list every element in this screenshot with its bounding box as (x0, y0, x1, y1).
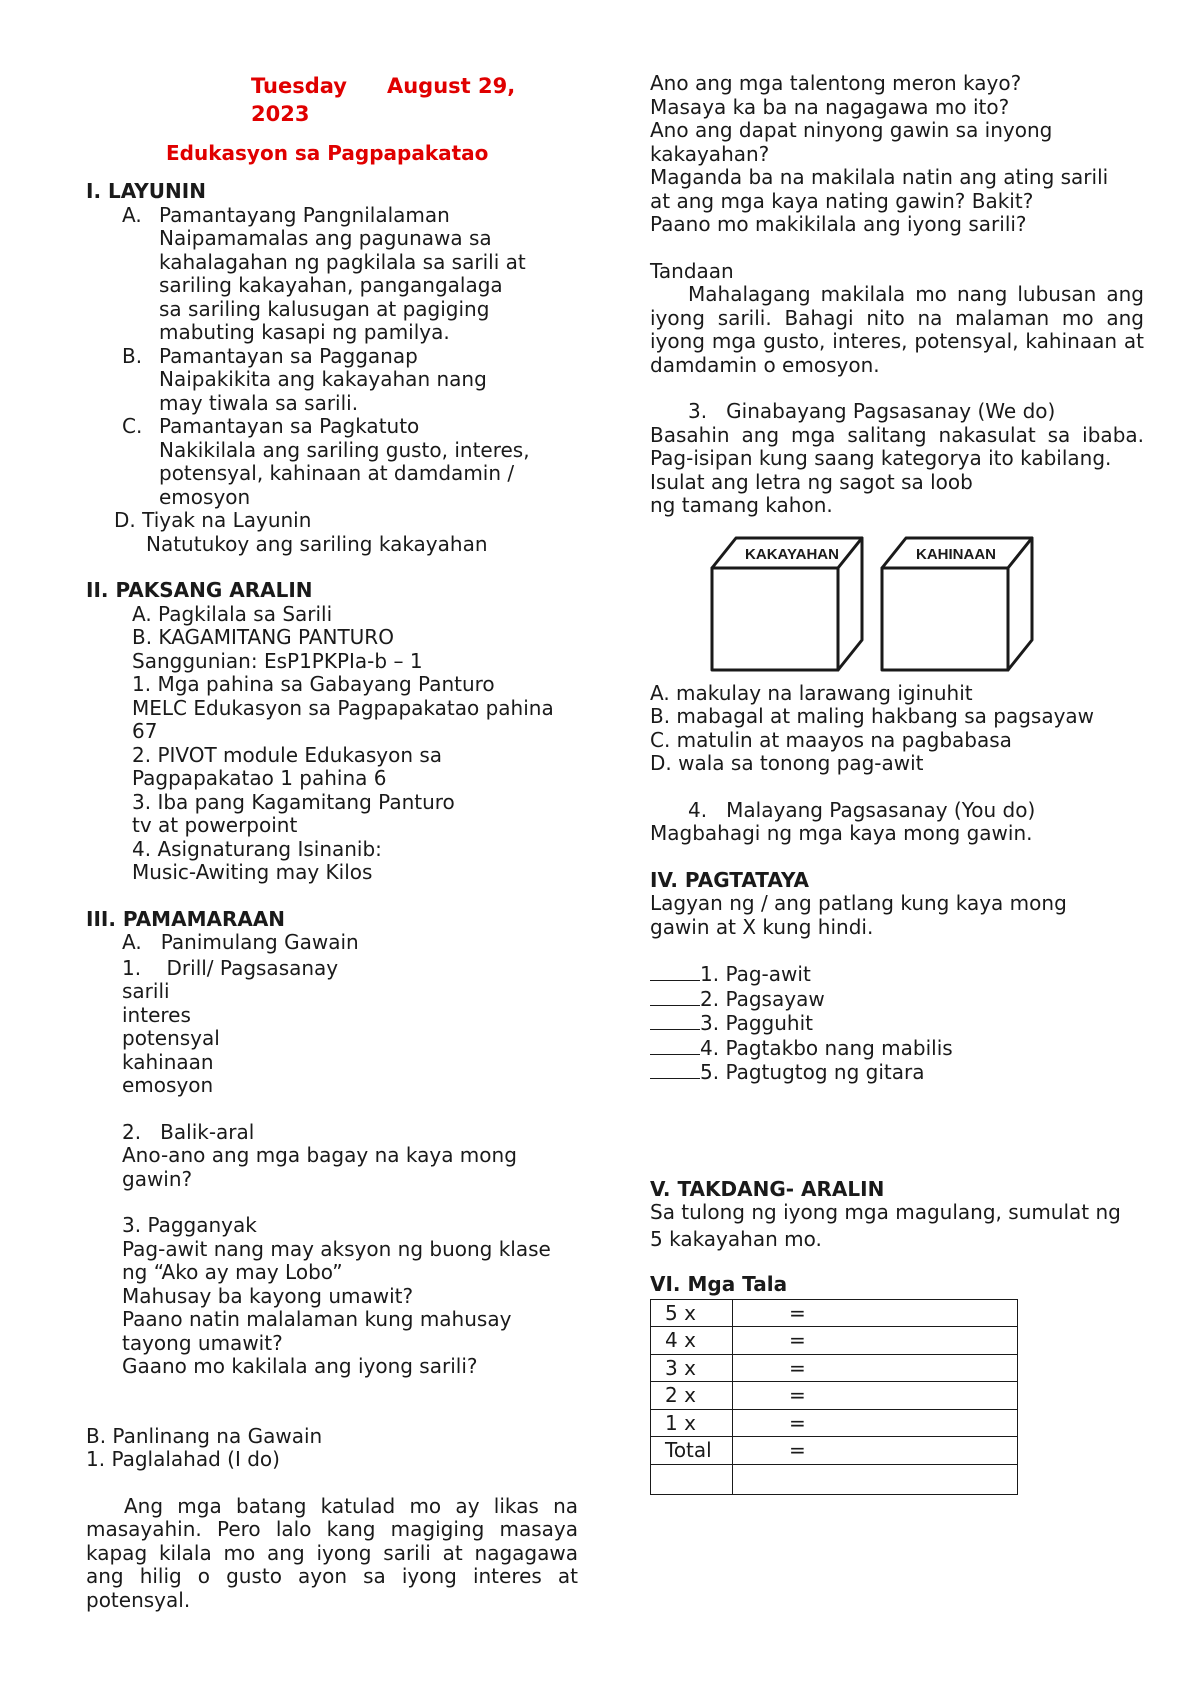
answer-blank[interactable] (650, 1011, 700, 1030)
pagganyak-line: Mahusay ba kayong umawit? (122, 1283, 414, 1308)
drill-word: interes (122, 1002, 191, 1027)
tala-row: 3 x = (651, 1354, 1018, 1382)
pagtataya-line: Lagyan ng / ang patlang kung kaya mong (650, 891, 1067, 915)
layunin-a-title: Pamantayang Pangnilalaman (159, 202, 450, 227)
tala-row: 1 x = (651, 1409, 1018, 1437)
layunin-b-title: Pamantayan sa Pagganap (159, 343, 418, 368)
tala-table (650, 1299, 1018, 1495)
pamamaraan-body (86, 931, 578, 1379)
ginabayang-line: Isulat ang letra ng sagot sa loob (650, 469, 973, 494)
paksa-line: MELC Edukasyon sa Pagpapakatao pahina (132, 695, 554, 720)
question-line: Maganda ba na makilala natin ang ating sarili (650, 165, 1109, 189)
kakayahan-box-label: KAKAYAHAN (745, 545, 839, 563)
pagtataya-items (650, 962, 1144, 1085)
pagganyak-line: Paano natin malalaman kung mahusay (122, 1307, 512, 1331)
category-boxes (650, 536, 1144, 676)
right-column (650, 72, 1144, 1495)
pagtataya-item: 4. Pagtakbo nang mabilis (650, 1036, 1144, 1061)
paksa-line: 4. Asignaturang Isinanib: (132, 836, 382, 861)
drill-label: 1. Drill/ Pagsasanay (122, 955, 339, 980)
layunin-a-line: mabuting kasapi ng pamilya. (159, 320, 450, 344)
question-line: Paano mo makikilala ang iyong sarili? (650, 212, 1027, 236)
pagganyak-label: 3. Pagganyak (122, 1213, 257, 1237)
takdang-heading: V. TAKDANG- ARALIN (650, 1176, 885, 1201)
takdang-line: 5 kakayahan mo. (650, 1226, 822, 1251)
question-line: at ang mga kaya nating gawin? Bakit? (650, 188, 1034, 213)
tala-row (651, 1464, 1018, 1494)
question-line: kakayahan? (650, 141, 770, 166)
question-line: Masaya ka ba na nagagawa mo ito? (650, 94, 1010, 119)
paksa-line: Sanggunian: EsP1PKPIa-b – 1 (132, 648, 423, 673)
paksa-line: A. Pagkilala sa Sarili (132, 601, 333, 626)
tala-row: Total = (651, 1437, 1018, 1465)
layunin-c: C. Pamantayan sa Pagkatuto Nakikilala ang sariling gusto, interes, potensyal, kahinaan at damdamin / emosyon (86, 415, 578, 509)
layunin-a-line: sariling kakayahan, pangangalaga (159, 273, 503, 297)
pagtataya-line: gawin at X kung hindi. (650, 914, 874, 939)
balik-label: 2. Balik-aral (122, 1119, 255, 1144)
date-label: August 29, 2023 (251, 74, 516, 126)
answer-blank[interactable] (650, 987, 700, 1006)
kakayahan-box-front (712, 568, 838, 670)
balik-line: Ano-ano ang mga bagay na kaya mong (122, 1143, 517, 1167)
malayang-line: Magbahagi ng mga kaya mong gawin. (650, 821, 1033, 845)
paksa-heading: II. PAKSANG ARALIN (86, 578, 313, 602)
answer-blank[interactable] (650, 1036, 700, 1055)
pagtataya-item: 3. Pagguhit (650, 1011, 1144, 1036)
layunin-a-line: sa sariling kalusugan at pagiging (159, 296, 490, 321)
pagganyak-line: Pag-awit nang may aksyon ng buong klase (122, 1236, 551, 1261)
panlinang-label: B. Panlinang na Gawain (86, 1423, 323, 1448)
ginabayang-line: ng tamang kahon. (650, 493, 833, 517)
kahinaan-box-label: KAHINAAN (916, 545, 996, 563)
tala-row: 2 x = (651, 1382, 1018, 1410)
layunin-c-title: Pamantayan sa Pagkatuto (159, 414, 420, 438)
pagtataya-item: 1. Pag-awit (650, 962, 1144, 987)
layunin-c-line: Nakikilala ang sariling gusto, interes, (159, 437, 530, 462)
pagganyak-line: tayong umawit? (122, 1330, 283, 1355)
choice-item: A. makulay na larawang iginuhit (650, 680, 973, 705)
paksa-list (86, 603, 578, 885)
layunin-a-line: Naipamamalas ang pagunawa sa (159, 226, 492, 250)
answer-blank[interactable] (650, 1060, 700, 1079)
takdang-line: Sa tulong ng iyong mga magulang, sumulat ng (650, 1200, 1121, 1224)
paksa-line: Music-Awiting may Kilos (132, 860, 373, 884)
paksa-line: 1. Mga pahina sa Gabayang Panturo (132, 672, 495, 696)
ginabayang-text: Basahin ang mga salitang nakasulat sa ibaba. Pag-isipan kung saang kategorya ito kabilang. (650, 422, 1144, 470)
date-header (251, 72, 578, 128)
layunin-b-line: may tiwala sa sarili. (159, 390, 359, 415)
layunin-d-line: Natutukoy ang sariling kakayahan (146, 531, 488, 556)
tala-row: 5 x = (651, 1299, 1018, 1327)
talakayan-questions (650, 72, 1144, 237)
paglalahad-label: 1. Paglalahad (I do) (86, 1447, 280, 1471)
pagtataya-item: 2. Pagsayaw (650, 987, 1144, 1012)
paksa-line: B. KAGAMITANG PANTURO (132, 625, 394, 649)
layunin-a-line: kahalagahan ng pagkilala sa sarili at (159, 249, 526, 274)
layunin-b: B. Pamantayan sa Pagganap Naipakikita ang kakayahan nang may tiwala sa sarili. (86, 345, 578, 416)
paglalahad-text: Ang mga batang katulad mo ay likas na masayahin. Pero lalo kang magiging masaya kapag kilala mo ang iyong sarili at nagagawa ang hilig o gusto ayon sa iyong interes at potensyal. (86, 1493, 578, 1612)
paksa-line: tv at powerpoint (132, 813, 298, 837)
day-label: Tuesday (251, 74, 347, 98)
tala-row: 4 x = (651, 1327, 1018, 1355)
layunin-c-line: potensyal, kahinaan at damdamin / (159, 461, 515, 485)
layunin-a: A. Pamantayang Pangnilalaman Naipamamalas ang pagunawa sa kahalagahan ng pagkilala sa sarili at sariling kakayahan, pangangalaga sa sariling kalusugan at pagiging mabuting kasapi ng pamilya. (86, 204, 578, 345)
choice-item: B. mabagal at maling hakbang sa pagsayaw (650, 704, 1095, 728)
drill-word: sarili (122, 979, 170, 1003)
pagganyak-line: Gaano mo kakilala ang iyong sarili? (122, 1354, 478, 1378)
pagganyak-line: ng “Ako ay may Lobo” (122, 1260, 343, 1284)
layunin-c-line: emosyon (159, 484, 251, 509)
pagtataya-item: 5. Pagtugtog ng gitara (650, 1060, 1144, 1085)
pagtataya-heading: IV. PAGTATAYA (650, 867, 809, 892)
answer-blank[interactable] (650, 962, 700, 981)
paksa-line: Pagpapakatao 1 pahina 6 (132, 766, 387, 790)
pamamaraan-heading: III. PAMAMARAAN (86, 906, 286, 931)
tandaan-text: Mahalagang makilala mo nang lubusan ang iyong sarili. Bahagi nito na malaman mo ang iyong mga gusto, interes, potensyal, kahinaan at damdamin o emosyon. (650, 282, 1144, 377)
category-boxes-drawing (710, 536, 1050, 672)
question-line: Ano ang mga talentong meron kayo? (650, 71, 1022, 95)
question-line: Ano ang dapat ninyong gawin sa inyong (650, 118, 1053, 142)
kahinaan-box-front (882, 568, 1008, 670)
drill-word: kahinaan (122, 1049, 214, 1074)
panimulang-label: A. Panimulang Gawain (122, 930, 359, 954)
tala-heading: VI. Mga Tala (650, 1272, 788, 1296)
drill-word: potensyal (122, 1026, 220, 1050)
paksa-line: 67 (132, 719, 158, 743)
balik-line: gawin? (122, 1166, 193, 1191)
layunin-b-line: Naipakikita ang kakayahan nang (159, 367, 487, 391)
ginabayang-label: 3. Ginabayang Pagsasanay (We do) (688, 399, 1056, 423)
choice-item: D. wala sa tonong pag-awit (650, 751, 924, 775)
layunin-heading: I. LAYUNIN (86, 179, 206, 203)
paksa-line: 2. PIVOT module Edukasyon sa (132, 742, 443, 767)
subject-title: Edukasyon sa Pagpapakatao (166, 141, 489, 165)
left-column (86, 72, 578, 1612)
choices-list (650, 682, 1144, 776)
choice-item: C. matulin at maayos na pagbabasa (650, 727, 1012, 752)
tandaan-label: Tandaan (650, 258, 734, 283)
layunin-d-title: D. Tiyak na Layunin (114, 508, 312, 532)
drill-word: emosyon (122, 1073, 214, 1097)
paksa-line: 3. Iba pang Kagamitang Panturo (132, 789, 455, 814)
malayang-label: 4. Malayang Pagsasanay (You do) (688, 797, 1036, 822)
